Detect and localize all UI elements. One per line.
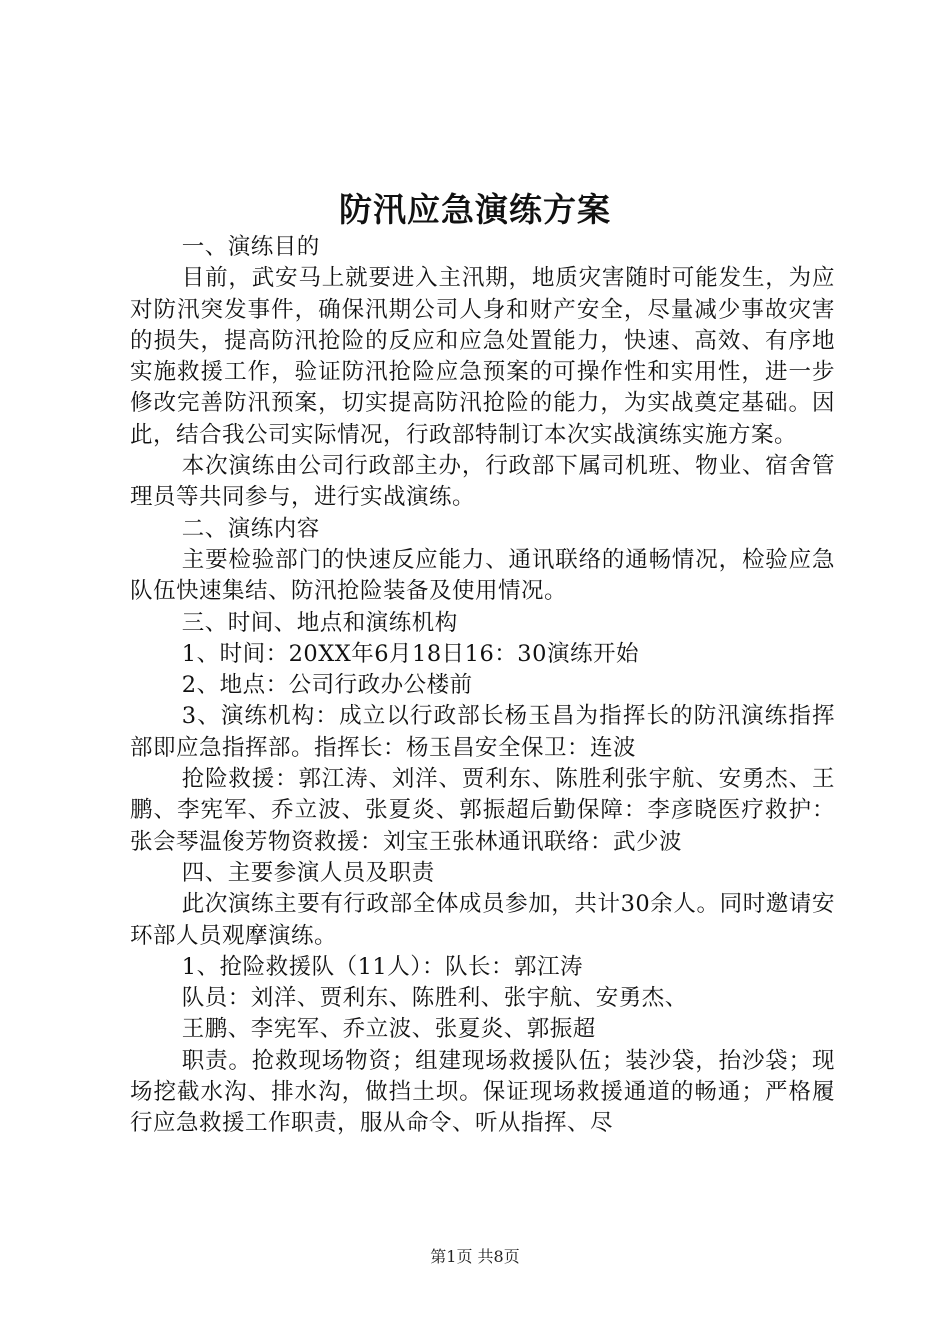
- paragraph-content: 主要检验部门的快速反应能力、通讯联络的通畅情况，检验应急队伍快速集结、防汛抢险装备及使用情况。: [130, 546, 835, 605]
- document-title: 防汛应急演练方案: [339, 190, 611, 229]
- paragraph-rescue-roles: 抢险救援：郭江涛、刘洋、贾利东、陈胜利张宇航、安勇杰、王鹏、李宪军、乔立波、张夏炎、郭振超后勤保障：李彦晓医疗救护：张会琴温俊芳物资救援：刘宝王张林通讯联络：武少波: [130, 766, 835, 855]
- paragraph-time: 1、时间：20XX年6月18日16：30演练开始: [181, 640, 639, 667]
- paragraph-team-members-2: 王鹏、李宪军、乔立波、张夏炎、郭振超: [181, 1016, 596, 1043]
- section-heading-personnel: 四、主要参演人员及职责: [181, 859, 435, 886]
- paragraph-purpose: 目前，武安马上就要进入主汛期，地质灾害随时可能发生，为应对防汛突发事件，确保汛期公司人身和财产安全，尽量减少事故灾害的损失，提高防汛抢险的反应和应急处置能力，快速、高效、有序地实施救援工作，验证防汛抢险应急预案的可操作性和实用性，进一步修改完善防汛预案，切实提高防汛抢险的能力，为实战奠定基础。因此，结合我公司实际情况，行政部特制订本次实战演练实施方案。: [130, 265, 835, 448]
- paragraph-participants: 此次演练主要有行政部全体成员参加，共计30余人。同时邀请安环部人员观摩演练。: [130, 891, 835, 949]
- paragraph-duties: 职责。抢救现场物资；组建现场救援队伍；装沙袋，抬沙袋；现场挖截水沟、排水沟，做挡土坝。保证现场救援通道的畅通；严格履行应急救援工作职责，服从命令、听从指挥、尽: [130, 1047, 835, 1137]
- paragraph-team-members-1: 队员：刘洋、贾利东、陈胜利、张宇航、安勇杰、: [181, 985, 688, 1012]
- section-heading-content: 二、演练内容: [181, 515, 320, 542]
- page-number-footer: 第1页 共8页: [430, 1247, 520, 1266]
- section-heading-time-place: 三、时间、地点和演练机构: [181, 609, 458, 636]
- paragraph-rescue-team: 1、抢险救援队（11人）：队长：郭江涛: [181, 953, 583, 980]
- paragraph-place: 2、地点：公司行政办公楼前: [181, 672, 473, 699]
- section-heading-purpose: 一、演练目的: [181, 234, 320, 260]
- document-body: [130, 232, 835, 1140]
- paragraph-organizer: 本次演练由公司行政部主办，行政部下属司机班、物业、宿舍管理员等共同参与，进行实战演练。: [130, 453, 835, 511]
- paragraph-organization: 3、演练机构：成立以行政部长杨玉昌为指挥长的防汛演练指挥部即应急指挥部。指挥长：杨玉昌安全保卫：连波: [130, 703, 835, 761]
